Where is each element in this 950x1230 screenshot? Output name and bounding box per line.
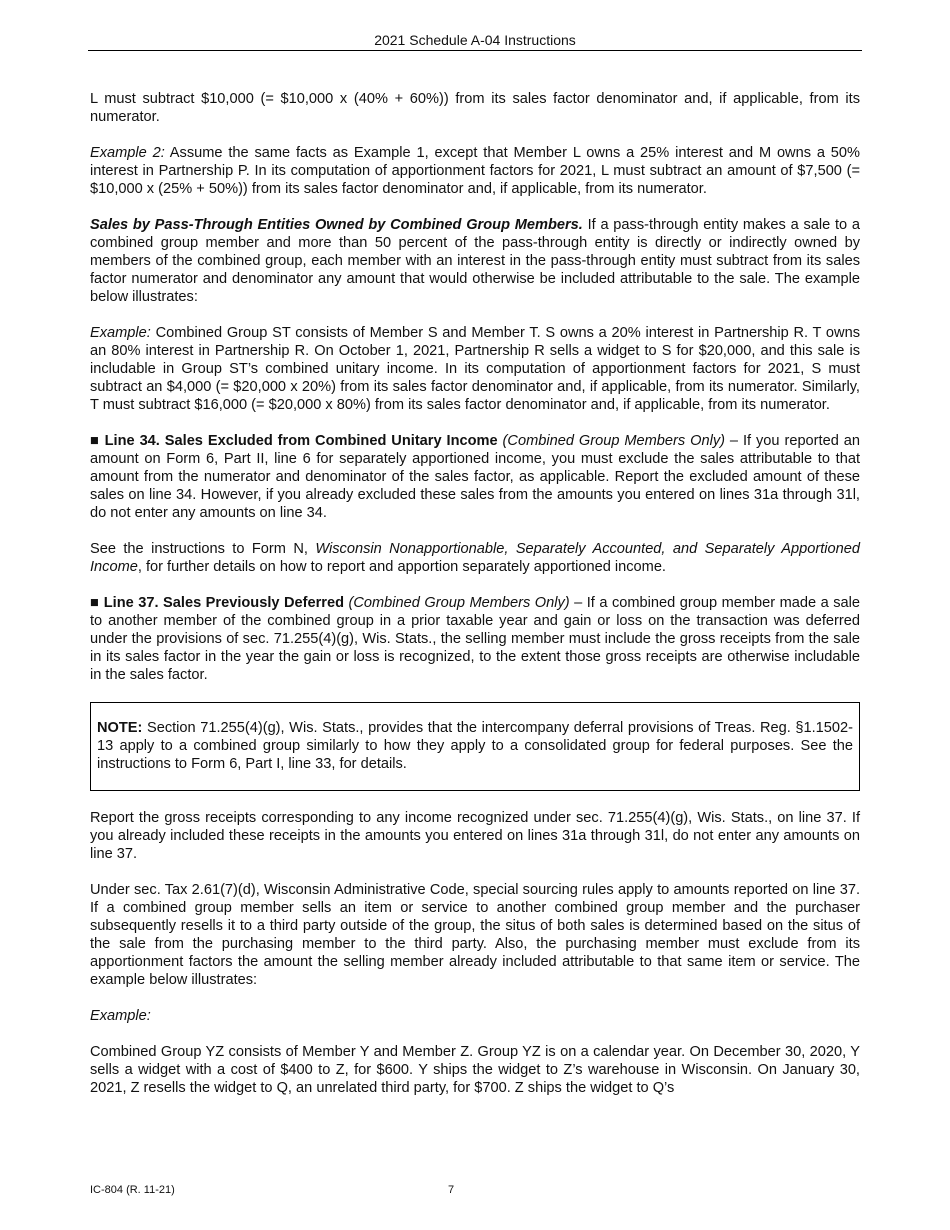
paragraph-example-yz: Combined Group YZ consists of Member Y and Member Z. Group YZ is on a calendar year. On December 30, 2020, Y sells a widget with a cost of $400 to Z, for $600. Y ships the widget to Z’s warehouse in Wisconsin. On January 30, 2021, Z resells the widget to Q, an unrelated third party, for $700. Z ships the widget to Q’s [90, 1044, 860, 1096]
paragraph-form-n-reference [90, 540, 860, 576]
form-n-pre: See the instructions to Form N, [90, 541, 316, 557]
paragraph-report-line-37: Report the gross receipts corresponding to any income recognized under sec. 71.255(4)(g), Wis. Stats., on line 37. If you already included these receipts in the amounts you entered on lines 31a through 31l, do not enter any amounts on line 37. [90, 810, 860, 862]
paragraph-line-37 [90, 594, 860, 684]
bullet-icon: ■ [90, 433, 100, 449]
example-st-label: Example: [90, 325, 151, 341]
footer-page-number: 7 [448, 1184, 455, 1196]
form-n-post: , for further details on how to report and apportion separately apportioned income. [137, 559, 666, 575]
pass-through-text: If a pass-through entity makes a sale to a combined group member and more than 50 percent of the pass-through entity is directly or indirectly owned by members of the combined group, each member with an interest in the pass-through entity must subtract from its sales factor numerator and denominator any amount that would otherwise be included attributable to the sale. The example below illustrates: [90, 217, 860, 305]
note-paragraph [97, 719, 853, 773]
paragraph-line-34 [90, 432, 860, 522]
note-box [90, 702, 860, 791]
example2-text: Assume the same facts as Example 1, except that Member L owns a 25% interest and M owns a 50% interest in Partnership P. In its computation of apportionment factors for 2021, L must subtract an amount of $7,500 (= $10,000 x (25% + 50%)) from its sales factor denominator and, if applicable, from its numerator. [90, 145, 860, 197]
paragraph-sourcing-rules: Under sec. Tax 2.61(7)(d), Wisconsin Administrative Code, special sourcing rules apply to amounts reported on line 37. If a combined group member sells an item or service to another combined group member and the purchaser subsequently resells it to a third party outside of the group, the situs of both sales is determined based on the situs of the sale from the purchasing member to the third party. Also, the purchasing member must exclude from its apportionment factors the amount the selling member already included attributable to that same item or service. The example below illustrates: [90, 882, 860, 988]
example2-label: Example 2: [90, 145, 165, 161]
line-34-qualifier: (Combined Group Members Only) [497, 433, 725, 449]
bullet-icon: ■ [90, 595, 100, 611]
pass-through-heading: Sales by Pass-Through Entities Owned by Combined Group Members. [90, 217, 583, 233]
note-label: NOTE: [97, 720, 143, 736]
form-n-title: Wisconsin Nonapportionable, Separately Accounted, and Separately Apportioned Income [90, 541, 860, 575]
header-divider [88, 50, 862, 51]
paragraph-example2 [90, 144, 860, 198]
example-yz-label: Example: [90, 1008, 151, 1024]
footer-form-id: IC-804 (R. 11-21) [90, 1184, 175, 1196]
paragraph-example-st [90, 324, 860, 414]
example-st-text: Combined Group ST consists of Member S and Member T. S owns a 20% interest in Partnership R. T owns an 80% interest in Partnership R. On October 1, 2021, Partnership R sells a widget to S for $20,000, and this sale is includable in Group ST’s combined unitary income. In its computation of apportionment factors for 2021, S must subtract an $4,000 (= $20,000 x 20%) from its sales factor denominator and, if applicable, from its numerator. Similarly, T must subtract $16,000 (= $20,000 x 80%) from its sales factor denominator and, if applicable, from its numerator. [90, 325, 860, 413]
page-header: 2021 Schedule A-04 Instructions [374, 32, 576, 48]
note-text: Section 71.255(4)(g), Wis. Stats., provides that the intercompany deferral provisions of Treas. Reg. §1.1502-13 apply to a combined group similarly to how they apply to a consolidated group for federal purposes. See the instructions to Form 6, Part I, line 33, for details. [97, 720, 853, 772]
paragraph-example1-continuation: L must subtract $10,000 (= $10,000 x (40% + 60%)) from its sales factor denominator and, if applicable, from its numerator. [90, 91, 860, 125]
line-37-qualifier: (Combined Group Members Only) [344, 595, 570, 611]
line-34-text: – If you reported an amount on Form 6, Part II, line 6 for separately apportioned income, you must exclude the sales attributable to that amount from the numerator and denominator of the sales factor, as applicable. Report the excluded amount of these sales on line 34. However, if you already excluded these sales from the amounts you entered on lines 31a through 31l, do not enter any amounts on line 34. [90, 433, 860, 521]
paragraph-pass-through-sales [90, 216, 860, 306]
line-34-heading: Line 34. Sales Excluded from Combined Unitary Income [99, 433, 498, 449]
document-body [90, 90, 860, 1115]
line-37-text: – If a combined group member made a sale to another member of the combined group in a prior taxable year and gain or loss on the transaction was deferred under the provisions of sec. 71.255(4)(g), Wis. Stats., the selling member must include the gross receipts from the sale in its sales factor in the year the gain or loss is recognized, to the extent those gross receipts are otherwise includable in the sales factor. [90, 595, 860, 683]
line-37-heading: Line 37. Sales Previously Deferred [99, 595, 345, 611]
